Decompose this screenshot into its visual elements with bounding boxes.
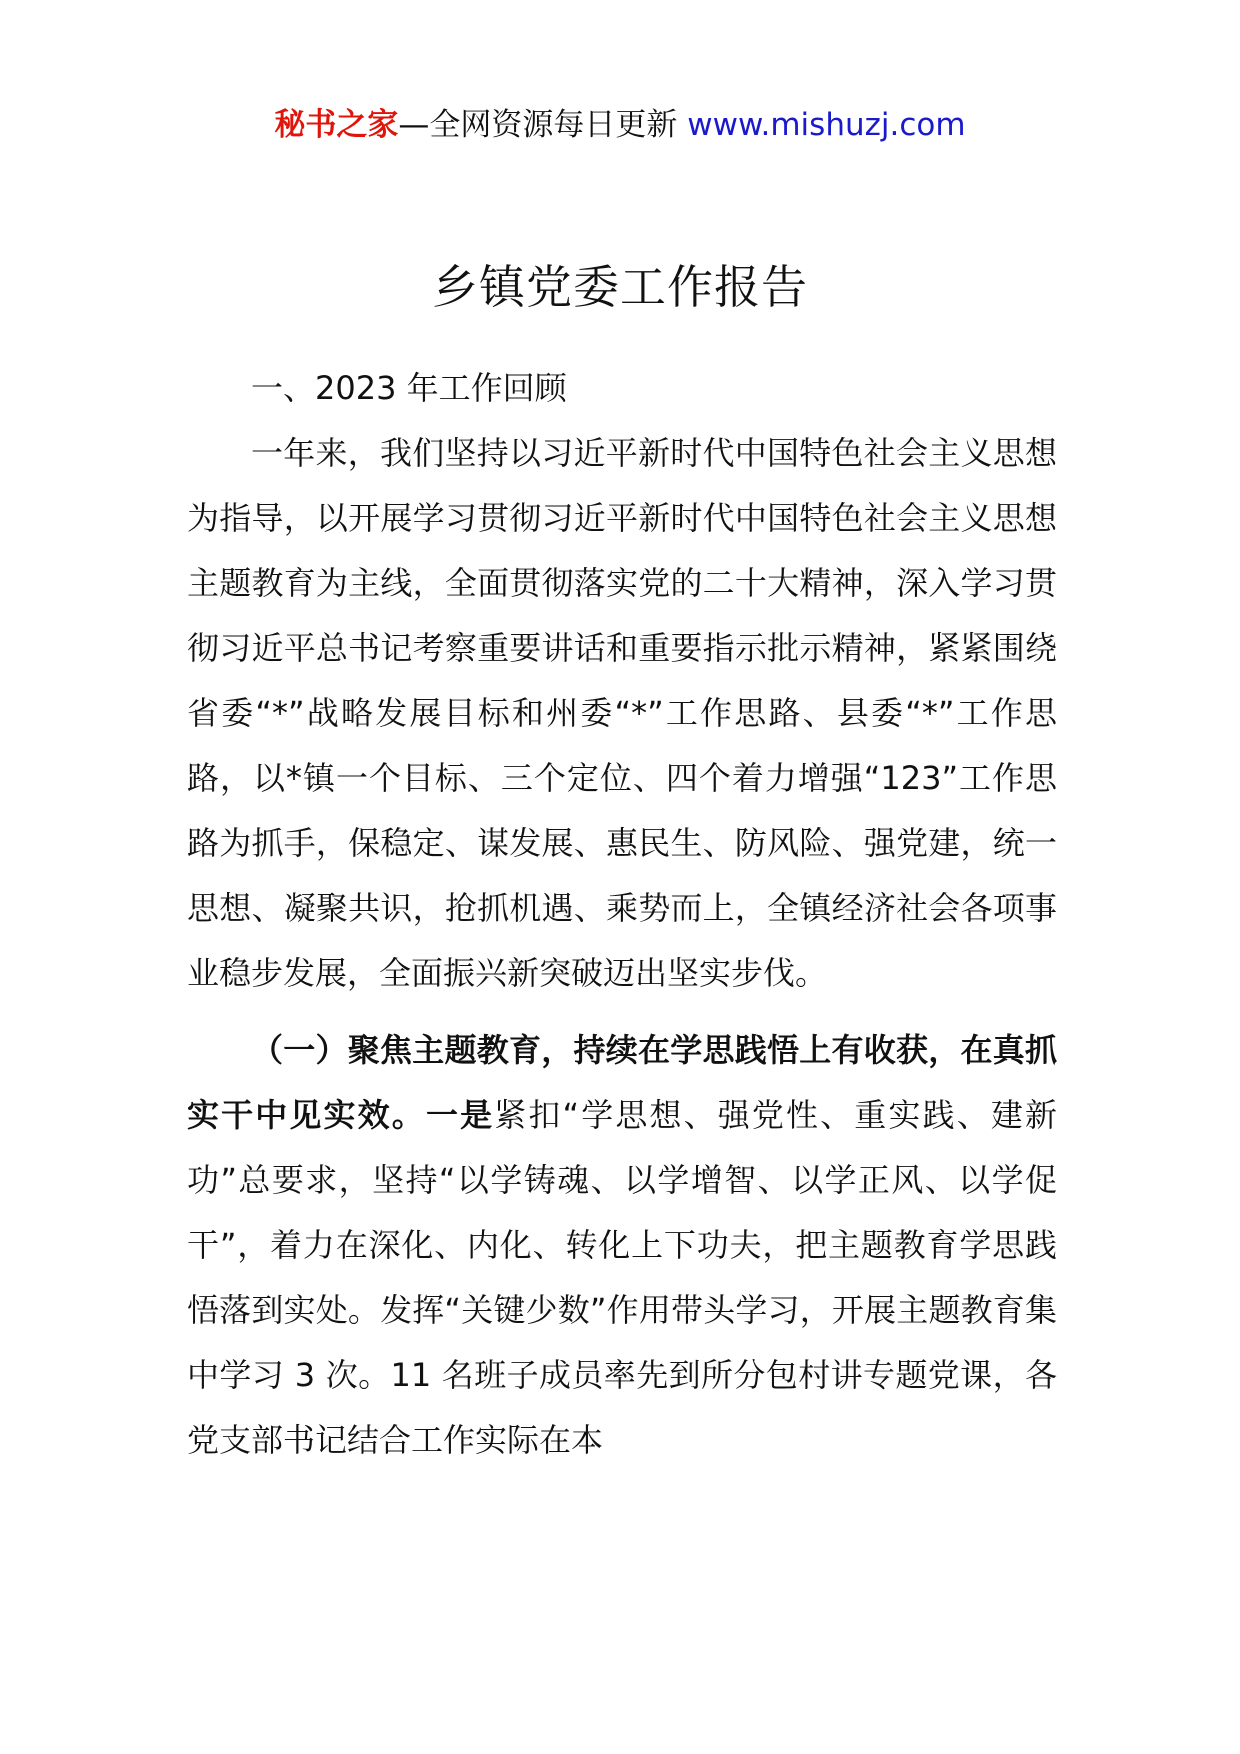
brand-name: 秘书之家 (274, 107, 399, 143)
paragraph-body-text: 紧扣“学思想、强党性、重实践、建新功”总要求，坚持“以学铸魂、以学增智、以学正风、以学促干”，着力在深化、内化、转化上下功夫，把主题教育学思践悟落到实处。发挥“关键少数”作用带头学习，开展主题教育集中学习 3 次。11 名班子成员率先到所分包村讲专题党课，各党支部书记结合工作实际在本 (187, 1096, 1057, 1459)
header-tagline: —全网资源每日更新 (398, 107, 688, 143)
paragraph-review: 一年来，我们坚持以习近平新时代中国特色社会主义思想为指导，以开展学习贯彻习近平新时代中国特色社会主义思想主题教育为主线，全面贯彻落实党的二十大精神，深入学习贯彻习近平总书记考察重要讲话和重要指示批示精神，紧紧围绕省委“*”战略发展目标和州委“*”工作思路、县委“*”工作思路，以*镇一个目标、三个定位、四个着力增强“123”工作思路为抓手，保稳定、谋发展、惠民生、防风险、强党建，统一思想、凝聚共识，抢抓机遇、乘势而上，全镇经济社会各项事业稳步发展，全面振兴新突破迈出坚实步伐。 (187, 434, 1057, 992)
document-title: 乡镇党委工作报告 (432, 260, 808, 314)
site-url-link[interactable]: www.mishuzj.com (687, 107, 966, 143)
paragraph-lead-bold: （一）聚焦主题教育，持续在学思践悟上有收获，在真抓实干中见实效。 (187, 1031, 1057, 1134)
document-body (187, 356, 1057, 1473)
section-heading: 一、2023 年工作回顾 (251, 369, 567, 407)
header-banner (0, 100, 1240, 150)
paragraph-theme-education (187, 1018, 1057, 1473)
item-marker-bold: 一是 (425, 1096, 495, 1134)
